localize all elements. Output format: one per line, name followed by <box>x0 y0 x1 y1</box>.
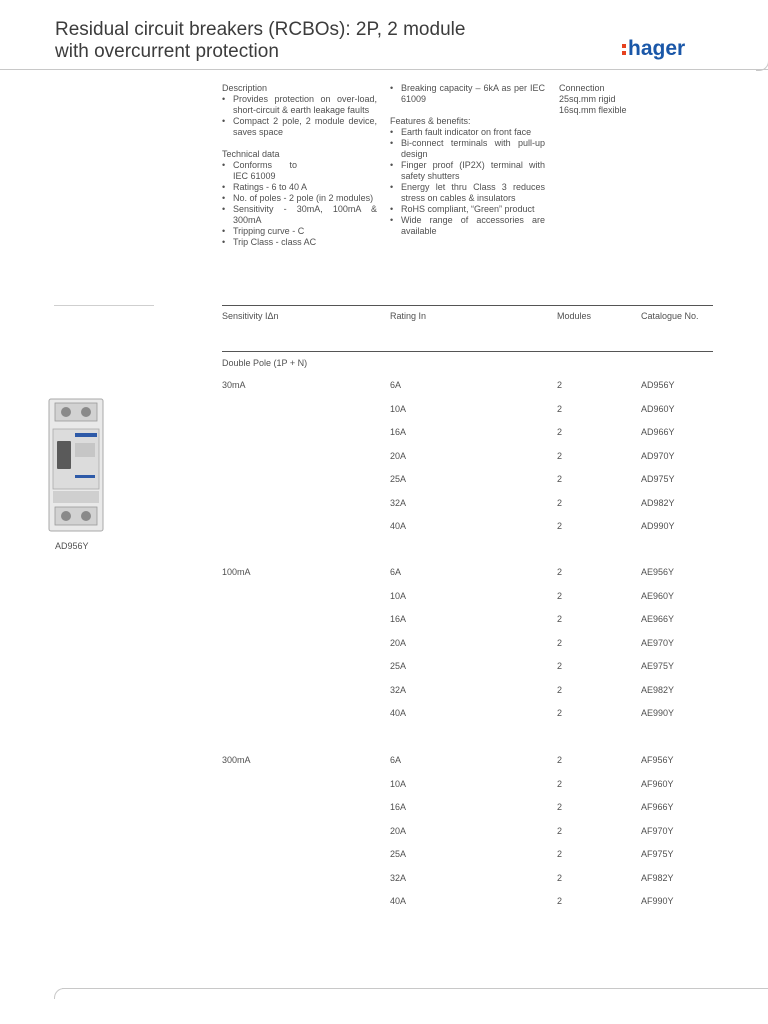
rating-cell: 6A <box>390 567 402 577</box>
rating-cell: 25A <box>390 474 407 484</box>
modules-cell: 2 <box>557 404 563 414</box>
modules-cell: 2 <box>557 380 563 390</box>
list-item: • Wide range of accessories are available <box>390 215 545 237</box>
rating-cell: 32A <box>390 685 407 695</box>
table-top-rule <box>222 305 713 306</box>
modules-cell: 2 <box>557 826 563 836</box>
modules-cell: 2 <box>557 849 563 859</box>
modules-cell: 2 <box>557 708 563 718</box>
technical-list <box>222 160 377 248</box>
list-item: • Ratings - 6 to 40 A <box>222 182 377 193</box>
sensitivity-cell: 300mA <box>222 755 251 765</box>
rating-cell: 20A <box>390 638 407 648</box>
rating-cell: 16A <box>390 614 407 624</box>
catalogue-cell: AE960Y <box>641 591 675 601</box>
modules-cell: 2 <box>557 896 563 906</box>
list-item: • Provides protection on over-load, short-circuit & earth leakage faults <box>222 94 377 116</box>
connection-flexible: 16sq.mm flexible <box>559 105 627 115</box>
catalogue-cell: AE966Y <box>641 614 675 624</box>
catalogue-cell: AF956Y <box>641 755 674 765</box>
rating-cell: 6A <box>390 380 402 390</box>
catalogue-cell: AD982Y <box>641 498 675 508</box>
connection-rigid: 25sq.mm rigid <box>559 94 616 104</box>
table-header-rule <box>222 351 713 352</box>
description-column <box>222 83 377 248</box>
rating-cell: 40A <box>390 896 407 906</box>
rating-cell: 10A <box>390 779 407 789</box>
catalogue-cell: AD990Y <box>641 521 675 531</box>
features-list <box>390 127 545 237</box>
description-list <box>222 94 377 138</box>
modules-cell: 2 <box>557 427 563 437</box>
list-item: • Sensitivity - 30mA, 100mA & 300mA <box>222 204 377 226</box>
header-modules: Modules <box>557 311 592 321</box>
rating-cell: 25A <box>390 661 407 671</box>
catalogue-cell: AE956Y <box>641 567 675 577</box>
footer-rule <box>62 988 768 989</box>
rating-cell: 16A <box>390 427 407 437</box>
sensitivity-cell: 100mA <box>222 567 251 577</box>
catalogue-cell: AE970Y <box>641 638 675 648</box>
catalogue-cell: AD970Y <box>641 451 675 461</box>
modules-cell: 2 <box>557 779 563 789</box>
list-item: • Breaking capacity – 6kA as per IEC 61009 <box>390 83 545 105</box>
rating-cell: 40A <box>390 708 407 718</box>
modules-cell: 2 <box>557 474 563 484</box>
features-heading: Features & benefits: <box>390 116 471 126</box>
rating-cell: 16A <box>390 802 407 812</box>
catalogue-cell: AD975Y <box>641 474 675 484</box>
catalogue-cell: AF966Y <box>641 802 674 812</box>
list-item: • Compact 2 pole, 2 module device, saves space <box>222 116 377 138</box>
list-item: • Earth fault indicator on front face <box>390 127 545 138</box>
header-catalogue: Catalogue No. <box>641 311 699 321</box>
breaking-list <box>390 83 545 105</box>
rating-cell: 10A <box>390 404 407 414</box>
list-item: • Trip Class - class AC <box>222 237 377 248</box>
catalogue-cell: AD956Y <box>641 380 675 390</box>
catalogue-cell: AE975Y <box>641 661 675 671</box>
page-title <box>55 19 465 63</box>
technical-heading: Technical data <box>222 149 280 159</box>
title-line-1: Residual circuit breakers (RCBOs): 2P, 2 module <box>55 19 466 40</box>
list-item: • Tripping curve - C <box>222 226 377 237</box>
title-line-2: with overcurrent protection <box>55 41 279 62</box>
catalogue-cell: AD960Y <box>641 404 675 414</box>
catalogue-cell: AF990Y <box>641 896 674 906</box>
header-divider <box>0 69 768 70</box>
catalogue-cell: AD966Y <box>641 427 675 437</box>
product-image-caption: AD956Y <box>55 541 89 551</box>
rating-cell: 32A <box>390 873 407 883</box>
modules-cell: 2 <box>557 661 563 671</box>
header-rating: Rating In <box>390 311 427 321</box>
modules-cell: 2 <box>557 614 563 624</box>
modules-cell: 2 <box>557 802 563 812</box>
catalogue-cell: AF970Y <box>641 826 674 836</box>
header-sensitivity: Sensitivity IΔn <box>222 311 279 321</box>
rating-cell: 20A <box>390 826 407 836</box>
sensitivity-cell: 30mA <box>222 380 246 390</box>
product-image <box>47 395 105 540</box>
catalogue-cell: AF982Y <box>641 873 674 883</box>
modules-cell: 2 <box>557 567 563 577</box>
description-heading: Description <box>222 83 268 93</box>
footer-curve <box>54 988 65 999</box>
modules-cell: 2 <box>557 498 563 508</box>
list-item: • No. of poles - 2 pole (in 2 modules) <box>222 193 377 204</box>
section-label: Double Pole (1P + N) <box>222 358 308 368</box>
catalogue-cell: AF975Y <box>641 849 674 859</box>
list-item: • Conforms to IEC 61009 <box>222 160 377 182</box>
list-item: • Energy let thru Class 3 reduces stress on cables & insulators <box>390 182 545 204</box>
catalogue-cell: AE990Y <box>641 708 675 718</box>
list-item: • RoHS compliant, “Green” product <box>390 204 545 215</box>
hager-logo <box>622 36 702 65</box>
logo-text: hager <box>628 37 686 60</box>
rating-cell: 25A <box>390 849 407 859</box>
rating-cell: 32A <box>390 498 407 508</box>
modules-cell: 2 <box>557 638 563 648</box>
connection-heading: Connection <box>559 83 605 93</box>
modules-cell: 2 <box>557 591 563 601</box>
rating-cell: 20A <box>390 451 407 461</box>
image-area-rule <box>54 305 154 306</box>
modules-cell: 2 <box>557 451 563 461</box>
connection-column <box>559 83 709 116</box>
features-column <box>390 83 545 237</box>
rating-cell: 40A <box>390 521 407 531</box>
modules-cell: 2 <box>557 873 563 883</box>
list-item: • Finger proof (IP2X) terminal with safety shutters <box>390 160 545 182</box>
catalogue-cell: AE982Y <box>641 685 675 695</box>
modules-cell: 2 <box>557 755 563 765</box>
modules-cell: 2 <box>557 685 563 695</box>
rating-cell: 6A <box>390 755 402 765</box>
catalogue-cell: AF960Y <box>641 779 674 789</box>
modules-cell: 2 <box>557 521 563 531</box>
rating-cell: 10A <box>390 591 407 601</box>
list-item: • Bi-connect terminals with pull-up design <box>390 138 545 160</box>
